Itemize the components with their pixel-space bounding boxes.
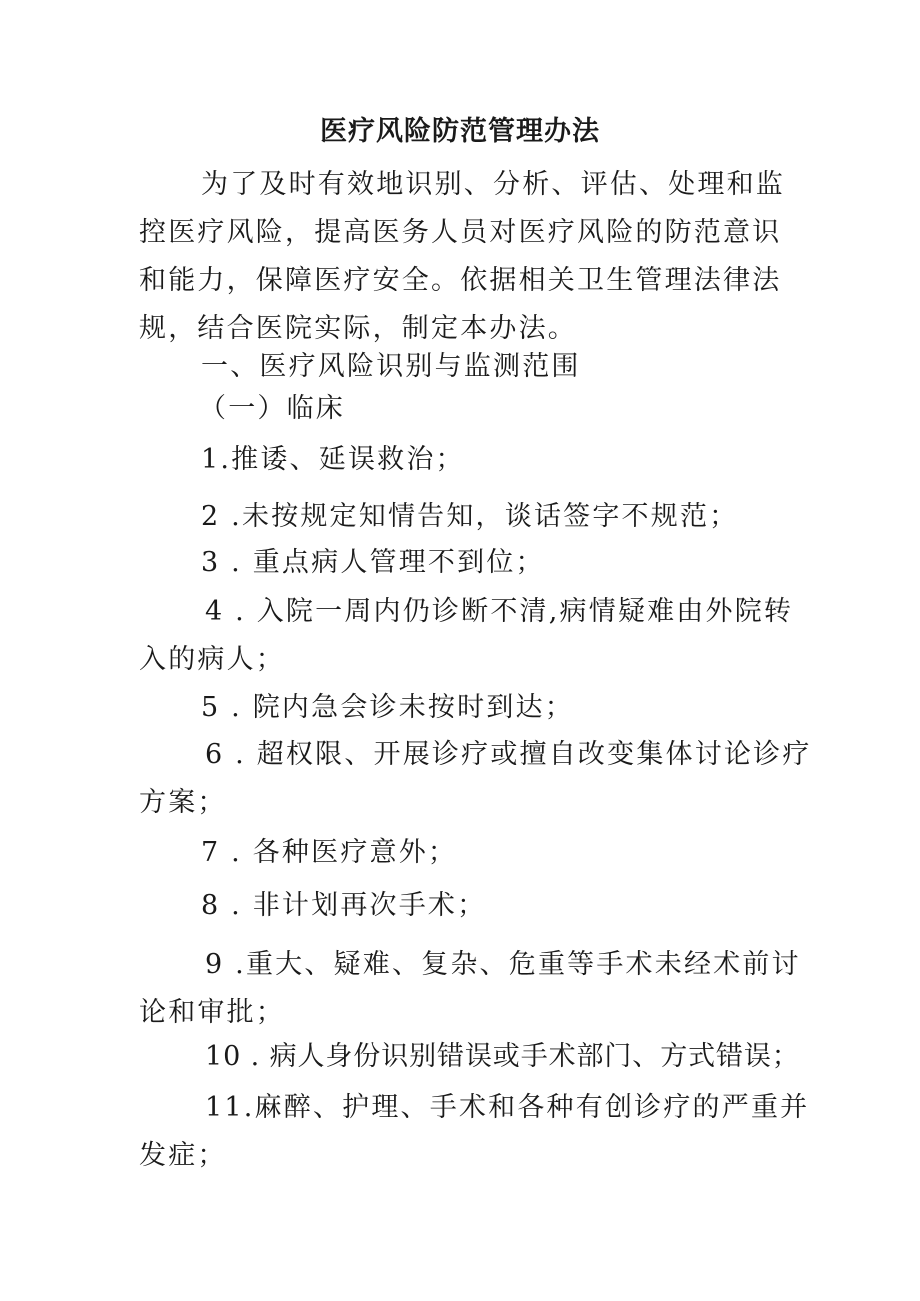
list-item bbox=[139, 829, 811, 877]
section-heading-text: 一、医疗风险识别与监测范围 bbox=[201, 351, 581, 382]
list-item bbox=[139, 1084, 811, 1180]
list-item bbox=[139, 684, 811, 732]
document-title: 医疗风险防范管理办法 bbox=[320, 116, 600, 147]
list-item-line: 7 . 各种医疗意外； bbox=[201, 837, 458, 868]
list-item-line: 1.推诿、延误救治； bbox=[201, 444, 465, 475]
list-item-line: 发症； bbox=[139, 1140, 227, 1171]
list-item bbox=[139, 1033, 811, 1081]
list-item bbox=[139, 493, 811, 541]
list-item-line: 8 . 非计划再次手术； bbox=[201, 890, 487, 921]
list-item bbox=[139, 731, 811, 827]
list-item-line: 4 . 入院一周内仍诊断不清,病情疑难由外院转 bbox=[205, 596, 794, 627]
intro-line: 规，结合医院实际，制定本办法。 bbox=[139, 313, 577, 344]
list-item bbox=[139, 436, 811, 484]
intro-line: 和能力，保障医疗安全。依据相关卫生管理法律法 bbox=[139, 265, 782, 296]
list-item bbox=[139, 882, 811, 930]
list-item-line: 6 . 超权限、开展诊疗或擅自改变集体讨论诊疗 bbox=[205, 739, 812, 770]
list-item-line: 5 . 院内急会诊未按时到达； bbox=[201, 692, 574, 723]
list-item-line: 11.麻醉、护理、手术和各种有创诊疗的严重并 bbox=[205, 1092, 810, 1123]
list-item bbox=[139, 588, 811, 684]
list-item-line: 10 . 病人身份识别错误或手术部门、方式错误； bbox=[205, 1041, 800, 1072]
list-item-line: 论和审批； bbox=[139, 997, 285, 1028]
subsection-heading bbox=[139, 385, 811, 433]
intro-line: 控医疗风险，提高医务人员对医疗风险的防范意识 bbox=[139, 217, 782, 248]
section-heading bbox=[139, 343, 811, 391]
list-item-line: 3 . 重点病人管理不到位； bbox=[201, 547, 545, 578]
list-item-line: 入的病人； bbox=[139, 644, 285, 675]
list-item-line: 2 .未按规定知情告知，谈话签字不规范； bbox=[201, 501, 739, 532]
list-item bbox=[139, 539, 811, 587]
intro-paragraph bbox=[139, 161, 811, 353]
list-item-line: 方案； bbox=[139, 787, 227, 818]
subsection-heading-text: （一）临床 bbox=[199, 393, 345, 424]
intro-line: 为了及时有效地识别、分析、评估、处理和监 bbox=[201, 169, 785, 200]
list-item bbox=[139, 941, 811, 1037]
list-item-line: 9 .重大、疑难、复杂、危重等手术未经术前讨 bbox=[205, 949, 801, 980]
